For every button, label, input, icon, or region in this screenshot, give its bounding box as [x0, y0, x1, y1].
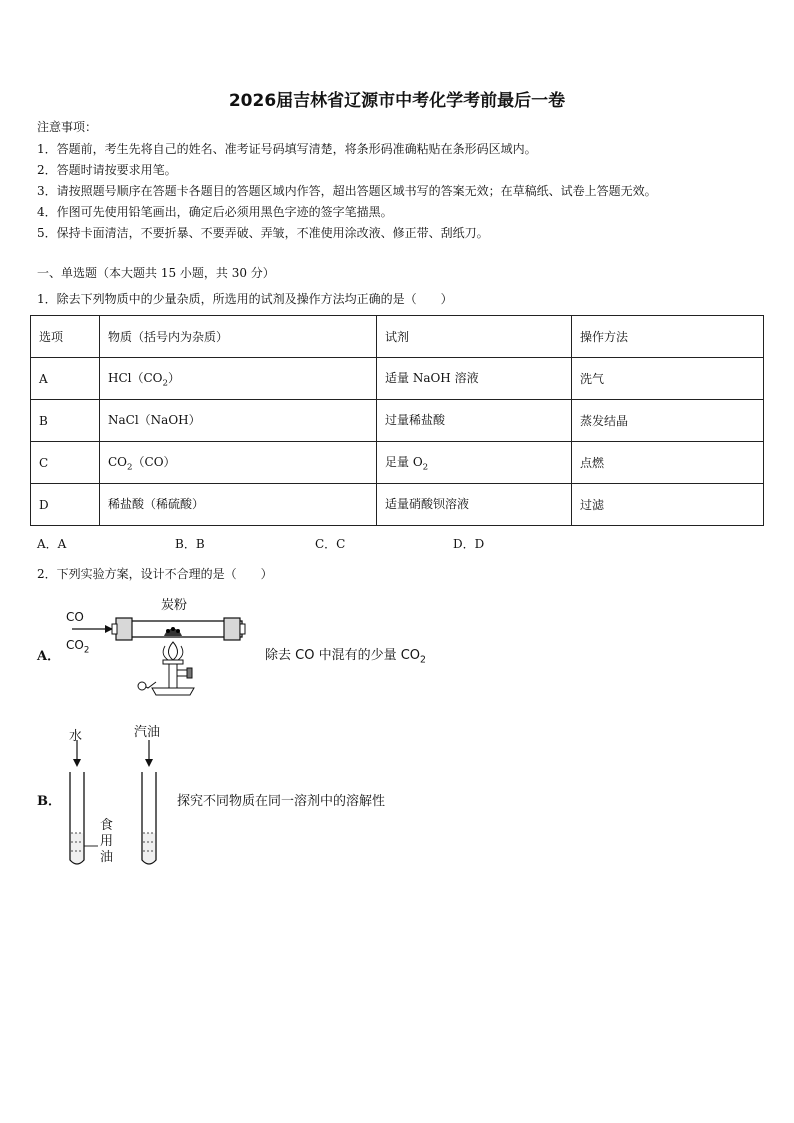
arrow-icon — [145, 759, 153, 767]
flame-icon — [168, 642, 177, 660]
q1-stem: 1．除去下列物质中的少量杂质，所选用的试剂及操作方法均正确的是（ ） — [37, 292, 453, 306]
q2-stem: 2．下列实验方案，设计不合理的是（ ） — [37, 567, 273, 581]
row-substance: $HCl(CO_2)$ — [100, 358, 377, 400]
row-method: 过滤 — [572, 484, 764, 526]
gas-co-label: CO — [66, 610, 84, 624]
row-option: D — [31, 484, 100, 526]
q1-option-a: A．A — [37, 537, 67, 551]
q1-option-d: D．D — [453, 537, 485, 551]
header-option: 选项 — [31, 316, 100, 358]
table-row — [31, 400, 764, 442]
right-stopper — [224, 618, 240, 640]
header-substance: 物质（括号内为杂质） — [100, 316, 377, 358]
gasoline-label: 汽油 — [134, 725, 161, 740]
apparatus-a-figure — [60, 598, 260, 700]
table-row — [31, 358, 764, 400]
notice-item-3: 3．请按照题号顺序在答题卡各题目的答题区域内作答，超出答题区域书写的答案无效；在草稿纸、试卷上答题无效。 — [37, 184, 657, 198]
notice-item-5: 5．保持卡面清洁，不要折暴、不要弄破、弄皱，不准使用涂改液、修正带、刮纸刀。 — [37, 226, 489, 240]
row-reagent: 足量 $O_2$ — [377, 442, 572, 484]
table-header-row — [31, 316, 764, 358]
row-method: 点燃 — [572, 442, 764, 484]
row-reagent: 适量 NaOH 溶液 — [377, 358, 572, 400]
row-substance: $CO_2(CO)$ — [100, 442, 377, 484]
row-method: 洗气 — [572, 358, 764, 400]
q2-b-label: B． — [37, 794, 61, 809]
page-title: 2026届吉林省辽源市中考化学考前最后一卷 — [228, 91, 566, 111]
water-label: 水 — [69, 729, 83, 744]
cooking-oil-label: 食 用 油 — [100, 818, 114, 865]
arrow-icon — [73, 759, 81, 767]
test-tubes-figure — [60, 738, 170, 870]
row-method: 蒸发结晶 — [572, 400, 764, 442]
notice-item-2: 2．答题时请按要求用笔。 — [37, 163, 177, 177]
q2-a-label: A． — [37, 649, 61, 664]
q2-a-description: 除去 CO 中混有的少量 $CO_2$ — [265, 648, 426, 666]
burner-base — [152, 688, 194, 695]
row-substance: 稀盐酸（稀硫酸） — [100, 484, 377, 526]
row-option: C — [31, 442, 100, 484]
q2-b-description: 探究不同物质在同一溶剂中的溶解性 — [177, 794, 386, 809]
header-method: 操作方法 — [572, 316, 764, 358]
q1-option-c: C．C — [315, 537, 346, 551]
row-substance: NaCl（NaOH） — [100, 400, 377, 442]
row-reagent: 过量稀盐酸 — [377, 400, 572, 442]
row-reagent: 适量硝酸钡溶液 — [377, 484, 572, 526]
left-stopper — [116, 618, 132, 640]
notice-heading: 注意事项： — [37, 120, 98, 134]
notice-item-1: 1．答题前，考生先将自己的姓名、准考证号码填写清楚，将条形码准确粘贴在条形码区域内。 — [37, 142, 537, 156]
carbon-powder-label: 炭粉 — [161, 598, 188, 613]
burner-stem — [169, 664, 177, 688]
row-option: B — [31, 400, 100, 442]
section-heading: 一、单选题（本大题共 15 小题，共 30 分） — [37, 266, 275, 280]
row-option: A — [31, 358, 100, 400]
gas-co2-label: $CO_2$ — [66, 638, 90, 656]
table-row — [31, 484, 764, 526]
notice-item-4: 4．作图可先使用铅笔画出，确定后必须用黑色字迹的签字笔描黑。 — [37, 205, 393, 219]
header-reagent: 试剂 — [377, 316, 572, 358]
table-row — [31, 442, 764, 484]
q1-table — [30, 315, 764, 526]
q1-option-b: B．B — [175, 537, 205, 551]
burner-head — [163, 660, 183, 664]
